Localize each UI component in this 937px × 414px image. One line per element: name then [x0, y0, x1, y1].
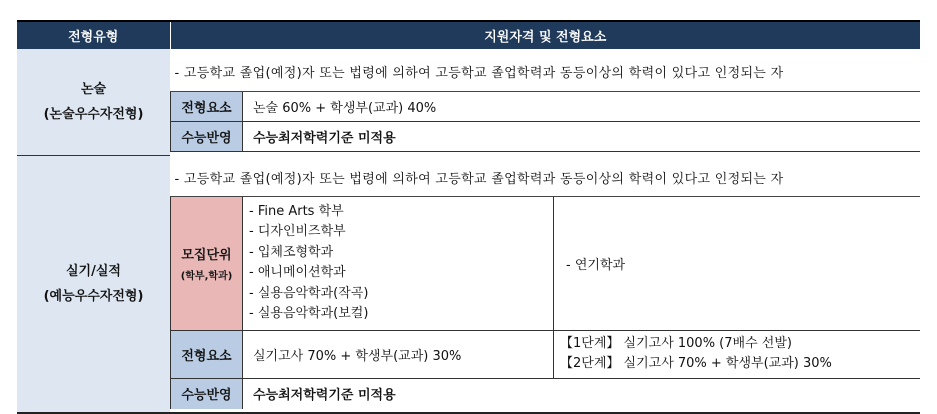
row-nonsul: [17, 49, 920, 156]
row-silgi: [17, 156, 920, 414]
list-item: - 실용음악학과(작곡): [249, 285, 369, 301]
type-name: 논술: [80, 82, 107, 97]
header-type: 전형유형: [17, 21, 170, 49]
type-subname: (예능우수자전형): [43, 289, 144, 304]
label-units: [171, 196, 243, 330]
detail-cell-silgi: [170, 156, 920, 414]
qualification-text: - 고등학교 졸업(예정)자 또는 법령에 의하여 고등학교 졸업학력과 동등이상의 학력이 있다고 인정되는 자: [171, 53, 921, 92]
admission-table: [17, 20, 920, 414]
label-suneung: 수능반영: [171, 378, 243, 409]
stage-1-text: 【1단계】 실기고사 100% (7배수 선발): [560, 336, 792, 351]
value-suneung: 수능최저학력기준 미적용: [243, 121, 921, 151]
label-units-sub: (학부,학과): [180, 271, 233, 282]
type-subname: (논술우수자전형): [43, 107, 144, 122]
units-list: [243, 198, 553, 329]
type-name: 실기/실적: [66, 264, 121, 279]
list-item: - 입체조형학과: [249, 244, 334, 260]
type-cell-nonsul: [17, 49, 170, 156]
detail-table-nonsul: [170, 53, 920, 152]
stage-2-text: 【2단계】 실기고사 70% + 학생부(교과) 30%: [560, 356, 832, 371]
list-item: - 애니메이션학과: [249, 265, 346, 280]
detail-cell-nonsul: [170, 49, 920, 156]
value-elements-right: [554, 330, 921, 378]
units-left-cell: [243, 196, 554, 330]
value-elements: 논술 60% + 학생부(교과) 40%: [243, 91, 921, 121]
label-elements: 전형요소: [171, 91, 243, 121]
label-units-main: 모집단위: [181, 248, 232, 263]
table-header-row: [17, 21, 920, 49]
label-suneung: 수능반영: [171, 121, 243, 151]
value-suneung: 수능최저학력기준 미적용: [253, 388, 396, 404]
list-item: - 실용음악학과(보컬): [249, 306, 369, 321]
value-elements-left: 실기고사 70% + 학생부(교과) 30%: [243, 330, 554, 378]
list-item: - 디자인비즈학부: [249, 224, 346, 239]
list-item: - Fine Arts 학부: [249, 203, 344, 219]
header-qualification: 지원자격 및 전형요소: [170, 21, 920, 49]
qualification-text: - 고등학교 졸업(예정)자 또는 법령에 의하여 고등학교 졸업학력과 동등이상의 학력이 있다고 인정되는 자: [171, 159, 921, 197]
label-elements: 전형요소: [171, 330, 243, 378]
detail-table-silgi: [170, 159, 920, 410]
type-cell-silgi: [17, 156, 170, 414]
units-right-cell: - 연기학과: [554, 196, 921, 330]
